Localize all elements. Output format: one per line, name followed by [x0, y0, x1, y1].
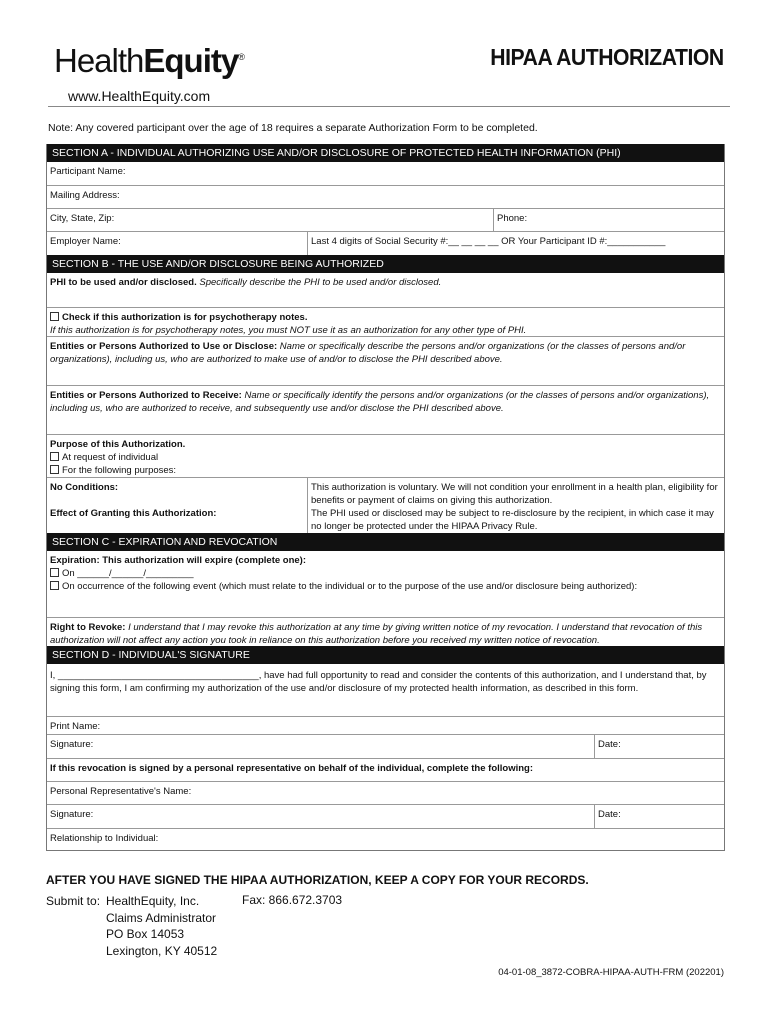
psychotherapy-checkbox[interactable]	[50, 312, 59, 321]
address-line-3: PO Box 14053	[106, 927, 185, 941]
participant-name-field[interactable]	[47, 162, 724, 185]
section-c-heading: SECTION C - EXPIRATION AND REVOCATION	[47, 533, 724, 551]
form-code: 04-01-08_3872-COBRA-HIPAA-AUTH-FRM (202201)	[498, 967, 724, 978]
date-label: Date:	[598, 739, 621, 750]
phone-label: Phone:	[497, 213, 528, 224]
psychotherapy-instruction: If this authorization is for psychotherapy notes, you must NOT use it as an authorization for any other type of PHI.	[50, 325, 527, 336]
signature-label: Signature:	[50, 739, 94, 750]
expiration-label: Expiration: This authorization will expire (complete one):	[50, 555, 306, 566]
document-title: HIPAA AUTHORIZATION	[490, 44, 724, 70]
entities-disclose-instruction: Name or specifically describe the persons and/or organizations (or the classes of persons and/or organizations), including us, who are authorized to make use of and/or to disclose the PHI described above.	[50, 341, 686, 365]
ssn-participant-id-field[interactable]	[307, 232, 724, 255]
following-purposes-checkbox[interactable]	[50, 465, 59, 474]
city-state-zip-label: City, State, Zip:	[50, 213, 115, 224]
effect-label: Effect of Granting this Authorization:	[50, 508, 217, 519]
ssn-participant-id-label: Last 4 digits of Social Security #:__ __ __ __ OR Your Participant ID #:___________	[311, 236, 666, 247]
website-link[interactable]: www.HealthEquity.com	[68, 88, 211, 104]
address-line-4: Lexington, KY 40512	[106, 943, 218, 958]
expire-on-event-label: On occurrence of the following event (which must relate to the individual or to the purpose of the use and/or disclosure being authorized):	[62, 581, 638, 592]
employer-name-field[interactable]	[47, 232, 307, 255]
revoke-label: Right to Revoke:	[50, 622, 126, 633]
participant-name-label: Participant Name:	[50, 166, 126, 177]
fax-number: Fax: 866.672.3703	[242, 893, 343, 907]
city-state-zip-field[interactable]	[47, 209, 493, 231]
representative-date-field[interactable]	[594, 805, 724, 828]
request-of-individual-checkbox[interactable]	[50, 452, 59, 461]
healthequity-logo: HealthEquity®	[54, 42, 244, 79]
entities-disclose-field[interactable]	[47, 336, 724, 385]
mailing-address-field[interactable]	[47, 185, 724, 208]
section-b-heading: SECTION B - THE USE AND/OR DISCLOSURE BEING AUTHORIZED	[47, 255, 724, 273]
expire-on-date-checkbox[interactable]	[50, 568, 59, 577]
revoke-text: I understand that I may revoke this authorization at any time by giving written notice of my revocation. I understand that revocation of this authorization will not affect any action you took in reliance on this authorization before you received my written notice of revocation.	[50, 622, 703, 646]
expire-on-event-checkbox[interactable]	[50, 581, 59, 590]
entities-receive-field[interactable]	[47, 385, 724, 434]
following-purposes-label: For the following purposes:	[62, 465, 177, 476]
no-conditions-label: No Conditions:	[50, 482, 119, 493]
entities-disclose-label: Entities or Persons Authorized to Use or Disclose:	[50, 341, 278, 352]
representative-signature-field[interactable]	[47, 805, 594, 828]
expire-on-date-label: On ______/______/_________	[62, 568, 194, 579]
phi-description-field[interactable]	[47, 273, 724, 307]
phone-field[interactable]	[493, 209, 724, 231]
representative-name-field[interactable]	[47, 781, 724, 804]
age-note: Note: Any covered participant over the age of 18 requires a separate Authorization Form to be completed.	[48, 122, 538, 134]
mailing-address	[106, 893, 217, 959]
page-header	[48, 36, 730, 108]
request-of-individual-label: At request of individual	[62, 452, 159, 463]
section-a-heading: SECTION A - INDIVIDUAL AUTHORIZING USE AND/OR DISCLOSURE OF PROTECTED HEALTH INFORMATION (PHI)	[47, 144, 724, 162]
representative-note: If this revocation is signed by a personal representative on behalf of the individual, complete the following:	[50, 763, 533, 774]
representative-name-label: Personal Representative's Name:	[50, 786, 192, 797]
signature-field[interactable]	[47, 735, 594, 758]
phi-instruction: Specifically describe the PHI to be used and/or disclosed.	[196, 277, 442, 288]
submit-label: Submit to:	[46, 894, 101, 908]
employer-name-label: Employer Name:	[50, 236, 121, 247]
section-d-heading: SECTION D - INDIVIDUAL'S SIGNATURE	[47, 646, 724, 664]
signature-statement: I, ______________________________________, have had full opportunity to read and consider the contents of this authorization, and I understand that, by signing this form, I am confirming my authorization of the use and/or disclosure of my protected health information, as described in this form.	[50, 670, 707, 694]
address-line-2: Claims Administrator	[106, 910, 217, 925]
header-divider	[48, 106, 730, 107]
representative-date-label: Date:	[598, 809, 621, 820]
purpose-label: Purpose of this Authorization.	[50, 439, 186, 450]
effect-text: The PHI used or disclosed may be subject to re-disclosure by the recipient, in which case it may no longer be protected under the HIPAA Privacy Rule.	[311, 508, 714, 532]
print-name-field[interactable]	[47, 716, 724, 734]
authorization-form	[46, 144, 725, 851]
mailing-address-label: Mailing Address:	[50, 190, 120, 201]
no-conditions-text: This authorization is voluntary. We will not condition your enrollment in a health plan, eligibility for benefits or payment of claims on giving this authorization.	[311, 482, 718, 506]
entities-receive-instruction: Name or specifically identify the persons and/or organizations (or the classes of persons and/or organizations), including us, who are authorized to receive, and subsequently use and/or disclose the PHI described above.	[50, 390, 710, 414]
relationship-label: Relationship to Individual:	[50, 833, 159, 844]
print-name-label: Print Name:	[50, 721, 101, 732]
date-field[interactable]	[594, 735, 724, 758]
relationship-field[interactable]	[47, 828, 724, 850]
representative-signature-label: Signature:	[50, 809, 94, 820]
address-line-1: HealthEquity, Inc.	[106, 894, 200, 908]
keep-copy-note: AFTER YOU HAVE SIGNED THE HIPAA AUTHORIZATION, KEEP A COPY FOR YOUR RECORDS.	[46, 873, 589, 887]
psychotherapy-label: Check if this authorization is for psychotherapy notes.	[62, 312, 308, 323]
entities-receive-label: Entities or Persons Authorized to Receive:	[50, 390, 242, 401]
phi-label: PHI to be used and/or disclosed.	[50, 277, 197, 288]
